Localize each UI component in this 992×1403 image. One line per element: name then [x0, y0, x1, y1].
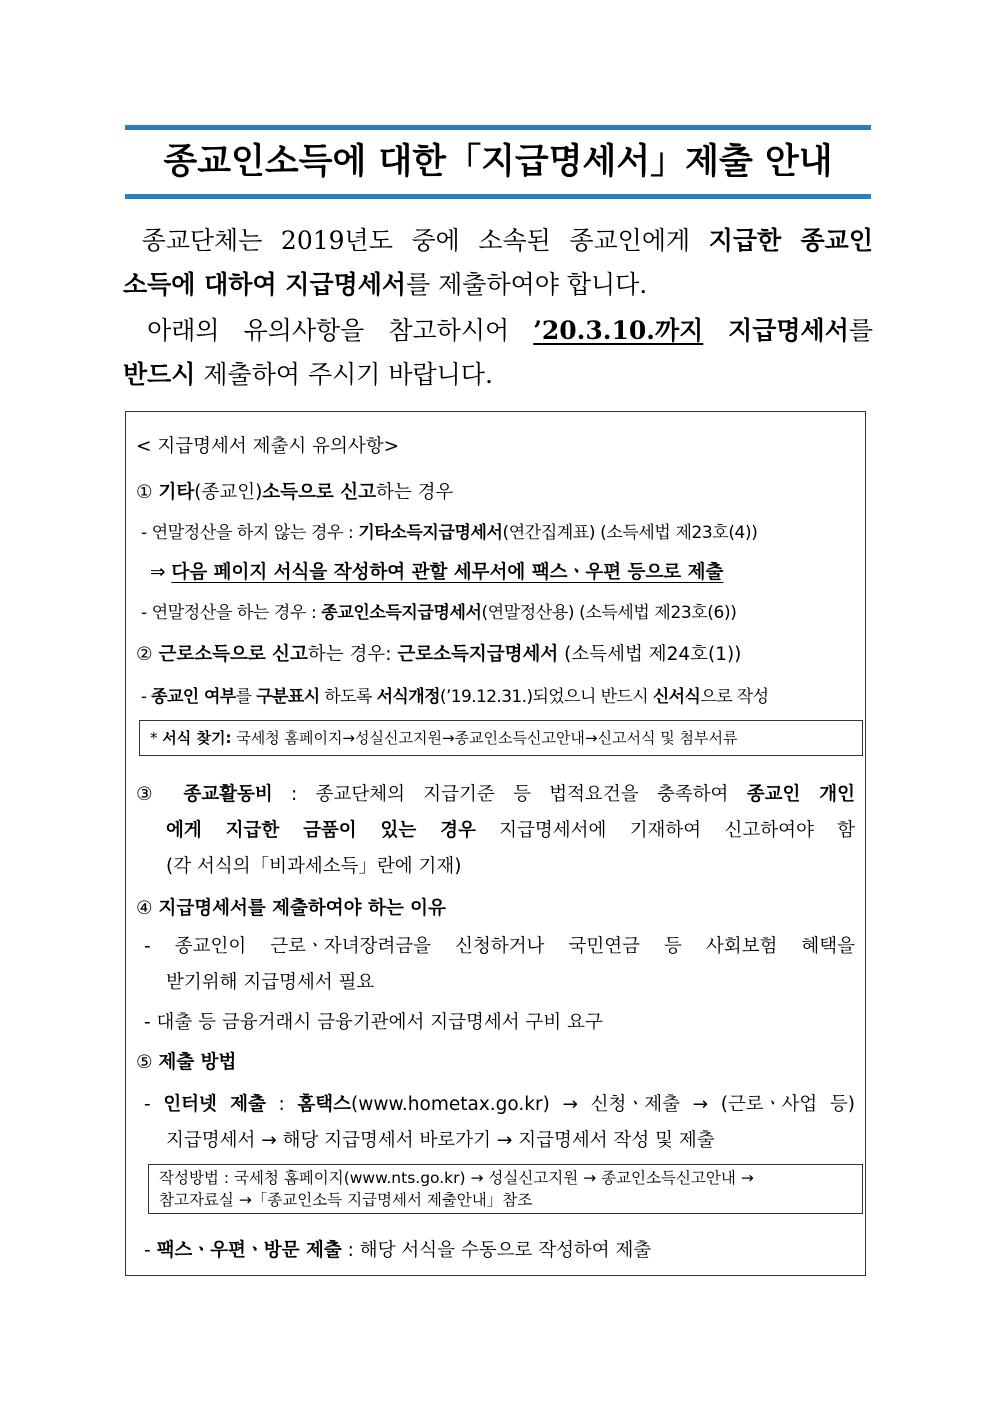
s2-b1-h: 신서식 [652, 687, 701, 707]
s5-bullet-1-line-2: 지급명세서 → 해당 지급명세서 바로가기 → 지급명세서 작성 및 제출 [166, 1130, 715, 1151]
s1-b1-c: (연간집계표) (소득세법 제23호(4)) [502, 523, 758, 543]
section-1-number: ① [136, 482, 153, 503]
double-arrow-icon: ⇒ [150, 562, 166, 583]
s5-b1-b: : [265, 1094, 298, 1115]
deadline-date: ’20.3.10.까지 [533, 316, 704, 345]
s3-l2-b: 지급명세서에 기재하여 신고하여야 함 [475, 820, 855, 841]
s2-b1-e: 하도록 [319, 687, 377, 707]
s2-b1-d: 구분표시 [256, 687, 320, 707]
intro-p2-line2 [123, 353, 873, 397]
s1-b2-a: - 연말정산을 하는 경우 : [141, 603, 322, 623]
how-to-box [148, 1164, 863, 1214]
intro-paragraph-2 [123, 309, 873, 397]
s3-l1-a: 종교활동비 [183, 784, 273, 805]
s1-arrow-line [150, 558, 855, 584]
intro-p1-text2: 를 제출하여야 합니다. [406, 270, 648, 299]
section-1-title [136, 478, 855, 504]
intro-p2-line1 [123, 309, 873, 353]
s1-b2-c: (연말정산용) (소득세법 제23호(6)) [481, 603, 737, 623]
how-to-line-1: 작성방법 : 국세청 홈페이지(www.nts.go.kr) → 성실신고지원 → 종교인소득신고안내 → [159, 1169, 754, 1187]
s5-bullet-1-line-1 [144, 1090, 855, 1116]
title-block [125, 125, 871, 199]
page-title: 종교인소득에 대한「지급명세서」제출 안내 [163, 142, 833, 182]
s1-bullet-2 [136, 598, 855, 623]
section-2-number: ② [136, 644, 153, 665]
intro-p1-bold: 지급한 종교인 [708, 226, 873, 255]
s3-line-1 [136, 780, 855, 806]
s5-b1-c: 홈택스 [297, 1094, 352, 1115]
s1-bullet-1 [136, 518, 855, 543]
s3-line-2 [166, 816, 855, 842]
section-3-number: ③ [136, 784, 166, 805]
s4-bullet-1-line-2: 받기위해 지급명세서 필요 [166, 972, 375, 993]
s5-title: 제출 방법 [158, 1052, 237, 1073]
s4-bullet-1-line-1: - 종교인이 근로ㆍ자녀장려금을 신청하거나 국민연금 등 사회보험 혜택을 [144, 936, 855, 957]
title-top-rule [125, 125, 871, 130]
section-4-title [136, 894, 855, 920]
s2-b1-i: 으로 작성 [700, 687, 769, 707]
s2-b1-b: 종교인 여부 [151, 687, 236, 707]
intro-p2-text: 아래의 유의사항을 참고하시어 [147, 316, 534, 345]
intro-paragraph-1 [123, 219, 873, 307]
s4-bullet-2: - 대출 등 금융거래시 금융기관에서 지급명세서 구비 요구 [144, 1012, 603, 1033]
s2-t3: 근로소득지급명세서 [397, 644, 559, 665]
intro-p2-text3: 제출하여 주시기 바랍니다. [195, 360, 493, 389]
s2-b1-f: 서식개정 [376, 687, 440, 707]
s5-b1-d: (www.hometax.go.kr) → 신청ㆍ제출 → (근로ㆍ사업 등) [351, 1094, 856, 1115]
s5-bullet-2 [144, 1236, 855, 1262]
intro-p1-line1 [123, 219, 873, 263]
s2-bullet-1 [136, 682, 855, 707]
s1-b2-b: 종교인소득지급명세서 [321, 603, 482, 623]
s2-b1-a: - [140, 687, 152, 707]
s1-b1-a: - 연말정산을 하지 않는 경우 : [141, 523, 359, 543]
intro-p2-bold: 지급명세서 [703, 316, 849, 345]
s1-t1: 기타 [158, 482, 195, 503]
s3-l1-c: 종교인 개인 [746, 784, 856, 805]
s2-b1-g: (’19.12.31.)되었으니 반드시 [439, 687, 653, 707]
s1-arrow-text: 다음 페이지 서식을 작성하여 관할 세무서에 팩스ㆍ우편 등으로 제출 [171, 562, 724, 583]
s5-b2-dash: - [144, 1240, 157, 1261]
s2-b1-c: 를 [235, 687, 257, 707]
section-4-number: ④ [136, 898, 153, 919]
s3-l2-a: 에게 지급한 금품이 있는 경우 [166, 820, 476, 841]
s1-t2: (종교인) [194, 482, 263, 503]
form-finder-path: 국세청 홈페이지→성실신고지원→종교인소득신고안내→신고서식 및 첨부서류 [231, 729, 738, 747]
s2-t4: (소득세법 제24호(1)) [558, 644, 742, 665]
how-to-line-2: 참고자료실 →「종교인소득 지급명세서 제출안내」참조 [159, 1191, 533, 1209]
intro-p1-bold2: 소득에 대하여 지급명세서 [123, 270, 407, 299]
title-bottom-rule [125, 194, 871, 199]
section-5-number: ⑤ [136, 1052, 153, 1073]
s2-t2: 하는 경우: [307, 644, 398, 665]
s1-b1-b: 기타소득지급명세서 [358, 523, 503, 543]
section-2-title [136, 640, 855, 666]
s2-t1: 근로소득으로 신고 [158, 644, 308, 665]
form-finder-label: 서식 찾기: [162, 729, 232, 747]
s3-l1-b: : 종교단체의 지급기준 등 법적요건을 충족하여 [272, 784, 747, 805]
s1-t4: 하는 경우 [375, 482, 454, 503]
notice-box [125, 411, 866, 1276]
s4-title: 지급명세서를 제출하여야 하는 이유 [158, 898, 446, 919]
section-5-title [136, 1048, 855, 1074]
intro-p2-bold2: 반드시 [123, 360, 196, 389]
form-finder-box [139, 720, 863, 756]
asterisk-icon: * [150, 729, 158, 747]
intro-p1-line2 [123, 263, 873, 307]
notice-heading: < 지급명세서 제출시 유의사항> [136, 436, 400, 457]
s5-b1-dash: - [144, 1094, 164, 1115]
s3-line-3: (각 서식의「비과세소득」란에 기재) [166, 856, 462, 877]
s5-b2-b: : 해당 서식을 수동으로 작성하여 제출 [341, 1240, 652, 1261]
s5-b1-a: 인터넷 제출 [163, 1094, 266, 1115]
intro-p2-text2: 를 [848, 316, 873, 345]
s5-b2-a: 팩스ㆍ우편ㆍ방문 제출 [156, 1240, 342, 1261]
intro-p1-text: 종교단체는 2019년도 중에 소속된 종교인에게 [141, 226, 709, 255]
s1-t3: 소득으로 신고 [262, 482, 376, 503]
